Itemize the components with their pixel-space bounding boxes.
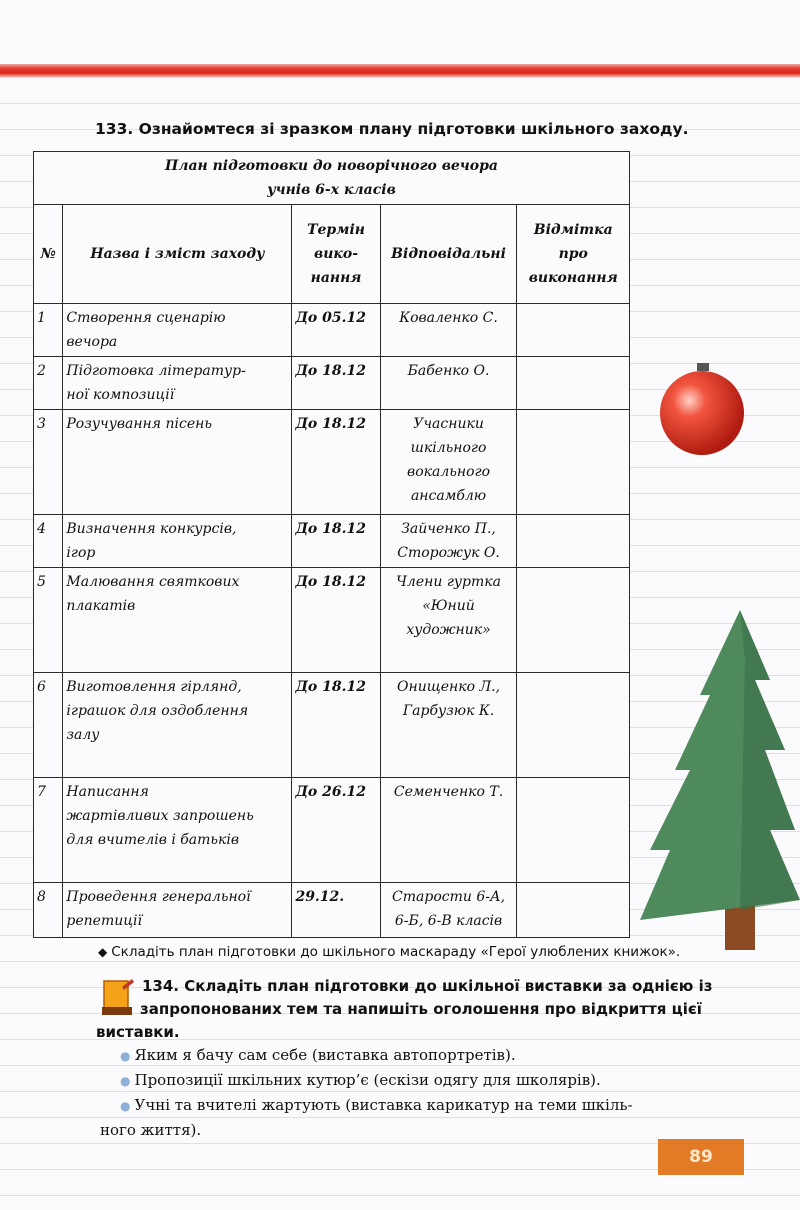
christmas-tree-icon xyxy=(620,600,800,960)
list-item-continuation: ного життя). xyxy=(100,1121,202,1139)
row-responsible: Учасники шкільного вокального ансамблю xyxy=(380,410,517,515)
row-name: Написання жартівливих запрошень для вчителів і батьків xyxy=(63,778,292,883)
header-name: Назва і зміст заходу xyxy=(63,205,292,304)
row-number: 7 xyxy=(34,778,63,883)
bullet-icon: ● xyxy=(120,1099,131,1113)
header-number: № xyxy=(34,205,63,304)
table-row xyxy=(34,357,630,410)
row-name: Виготовлення гірлянд, іграшок для оздоблення залу xyxy=(63,673,292,778)
list-item: ● Пропозиції шкільних кутюр’є (ескізи одягу для школярів). xyxy=(120,1071,601,1089)
table-row xyxy=(34,568,630,673)
red-decorative-band xyxy=(0,64,800,77)
row-number: 3 xyxy=(34,410,63,515)
table-row xyxy=(34,304,630,357)
christmas-ornament-icon xyxy=(655,355,750,460)
row-responsible: Члени гуртка «Юний художник» xyxy=(380,568,517,673)
row-term: 29.12. xyxy=(292,883,380,938)
exhibition-topics-list xyxy=(96,1043,746,1142)
list-item: ● Яким я бачу сам себе (виставка автопортретів). xyxy=(120,1046,516,1064)
row-completion-mark xyxy=(517,673,630,778)
row-responsible: Зайченко П., Сторожук О. xyxy=(380,515,517,568)
row-completion-mark xyxy=(517,410,630,515)
task-assignment: ◆ Складіть план підготовки до шкільного маскараду «Герої улюблених книжок». xyxy=(98,944,681,960)
exercise-133-heading: 133. Ознайомтеся зі зразком плану підготовки шкільного заходу. xyxy=(95,120,689,138)
row-completion-mark xyxy=(517,304,630,357)
row-term: До 18.12 xyxy=(292,673,380,778)
row-number: 1 xyxy=(34,304,63,357)
row-responsible: Коваленко С. xyxy=(380,304,517,357)
exercise-134: 134. Складіть план підготовки до шкільної виставки за однією із запропонованих тем та напишіть оголошення про відкриття цієї виставки. xyxy=(96,977,713,1041)
row-responsible: Семенченко Т. xyxy=(380,778,517,883)
table-header-row xyxy=(34,205,630,304)
row-term: До 18.12 xyxy=(292,568,380,673)
row-completion-mark xyxy=(517,568,630,673)
bullet-icon: ● xyxy=(120,1074,131,1088)
row-name: Визначення конкурсів, ігор xyxy=(63,515,292,568)
table-row xyxy=(34,673,630,778)
header-term: Термін вико- нання xyxy=(292,205,380,304)
table-caption: План підготовки до новорічного вечора учнів 6-х класів xyxy=(34,152,630,205)
bullet-icon: ● xyxy=(120,1049,131,1063)
page-number: 89 xyxy=(658,1139,744,1175)
list-item: ● Учні та вчителі жартують (виставка карикатур на теми шкіль- xyxy=(120,1096,633,1114)
table-row xyxy=(34,515,630,568)
table-row xyxy=(34,410,630,515)
row-completion-mark xyxy=(517,778,630,883)
row-completion-mark xyxy=(517,357,630,410)
row-completion-mark xyxy=(517,883,630,938)
diamond-bullet-icon: ◆ xyxy=(98,945,108,959)
row-term: До 26.12 xyxy=(292,778,380,883)
row-number: 6 xyxy=(34,673,63,778)
row-term: До 18.12 xyxy=(292,357,380,410)
table-caption-row xyxy=(34,152,630,205)
row-name: Підготовка літератур- ної композиції xyxy=(63,357,292,410)
row-responsible: Онищенко Л., Гарбузюк К. xyxy=(380,673,517,778)
row-name: Малювання святкових плакатів xyxy=(63,568,292,673)
preparation-plan-table xyxy=(33,151,630,938)
row-name: Розучування пісень xyxy=(63,410,292,515)
page-top-margin xyxy=(0,0,800,64)
row-name: Створення сценарію вечора xyxy=(63,304,292,357)
row-term: До 18.12 xyxy=(292,515,380,568)
table-row xyxy=(34,883,630,938)
row-number: 5 xyxy=(34,568,63,673)
row-name: Проведення генеральної репетиції xyxy=(63,883,292,938)
row-number: 2 xyxy=(34,357,63,410)
row-term: До 05.12 xyxy=(292,304,380,357)
row-term: До 18.12 xyxy=(292,410,380,515)
row-number: 4 xyxy=(34,515,63,568)
row-completion-mark xyxy=(517,515,630,568)
header-responsible: Відповідальні xyxy=(380,205,517,304)
header-completion-mark: Відмітка про виконання xyxy=(517,205,630,304)
row-responsible: Бабенко О. xyxy=(380,357,517,410)
table-row xyxy=(34,778,630,883)
row-number: 8 xyxy=(34,883,63,938)
row-responsible: Старости 6-А, 6-Б, 6-В класів xyxy=(380,883,517,938)
